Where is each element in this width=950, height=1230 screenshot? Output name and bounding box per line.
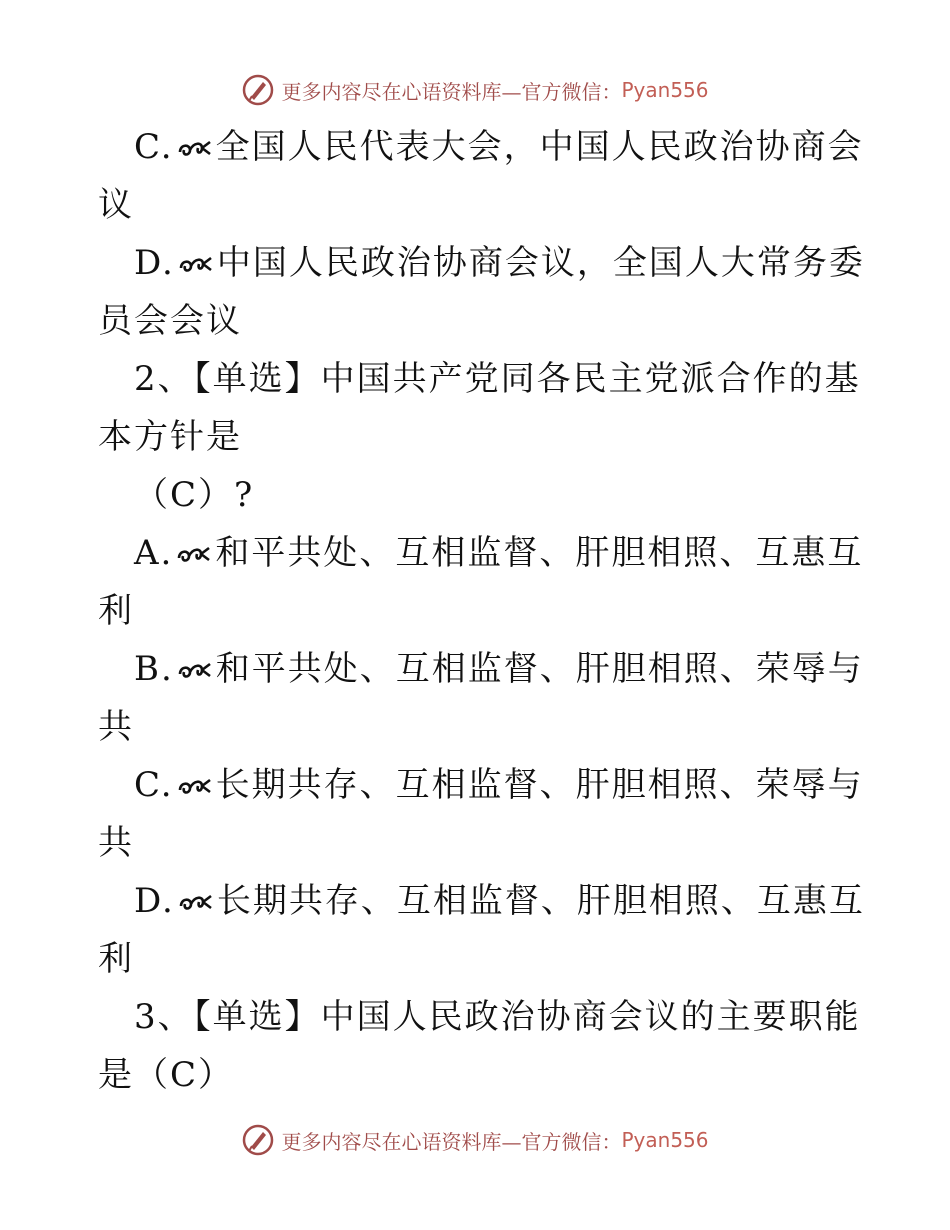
flourish-icon (177, 890, 215, 914)
flourish-icon (177, 252, 215, 276)
flourish-icon (175, 542, 213, 566)
option-text: 和平共处、互相监督、肝胆相照、互惠互 (215, 533, 864, 573)
pen-logo-icon (241, 73, 275, 107)
question-line: 3、【单选】中国人民政治协商会议的主要职能 (134, 997, 861, 1037)
text-line: 本方针是 (98, 417, 242, 457)
option-letter: A. (134, 533, 174, 573)
option-text: 全国人民代表大会，中国人民政治协商会 (215, 127, 864, 167)
banner-handle: Pyan556 (621, 1128, 709, 1152)
text-line: 员会会议 (98, 301, 242, 341)
option-line (98, 524, 864, 582)
header-banner (0, 70, 950, 110)
document-body (98, 118, 865, 1104)
option-line (98, 118, 864, 176)
pen-logo-icon (241, 1123, 275, 1157)
option-letter: C. (134, 127, 174, 167)
banner-text: 更多内容尽在心语资料库—官方微信： (281, 79, 622, 104)
option-line (98, 756, 864, 814)
option-text: 长期共存、互相监督、肝胆相照、互惠互 (216, 881, 865, 921)
question-line: 2、【单选】中国共产党同各民主党派合作的基 (134, 359, 861, 399)
banner-text: 更多内容尽在心语资料库—官方微信： (281, 1129, 622, 1154)
flourish-icon (176, 774, 214, 798)
text-line: 共 (98, 823, 134, 863)
option-line (98, 640, 864, 698)
banner-handle: Pyan556 (621, 78, 709, 102)
option-line (98, 234, 865, 292)
option-letter: D. (134, 243, 175, 283)
footer-banner (0, 1120, 950, 1160)
option-text: 长期共存、互相监督、肝胆相照、荣辱与 (215, 765, 864, 805)
text-line: 是（C） (98, 1055, 235, 1095)
text-line: 利 (98, 939, 134, 979)
text-line: 利 (98, 591, 134, 631)
option-text: 中国人民政治协商会议，全国人大常务委 (216, 243, 865, 283)
option-line (98, 872, 865, 930)
text-line: 议 (98, 185, 134, 225)
answer-line: （C）? (134, 475, 255, 515)
flourish-icon (176, 658, 214, 682)
option-letter: B. (134, 649, 174, 689)
text-line: 共 (98, 707, 134, 747)
option-letter: D. (134, 881, 175, 921)
option-text: 和平共处、互相监督、肝胆相照、荣辱与 (215, 649, 864, 689)
option-letter: C. (134, 765, 174, 805)
flourish-icon (176, 136, 214, 160)
